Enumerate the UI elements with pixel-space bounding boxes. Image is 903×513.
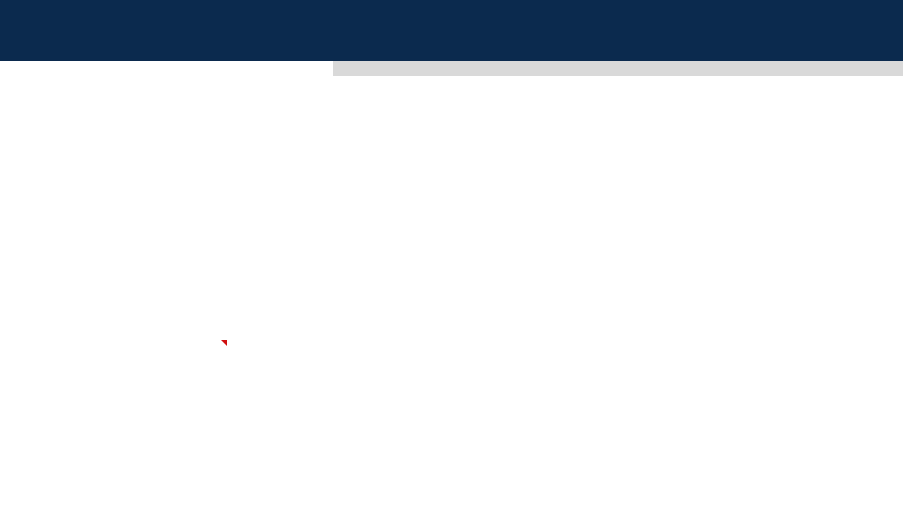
comment-indicator[interactable]: [221, 340, 227, 346]
header-band: [0, 0, 903, 61]
